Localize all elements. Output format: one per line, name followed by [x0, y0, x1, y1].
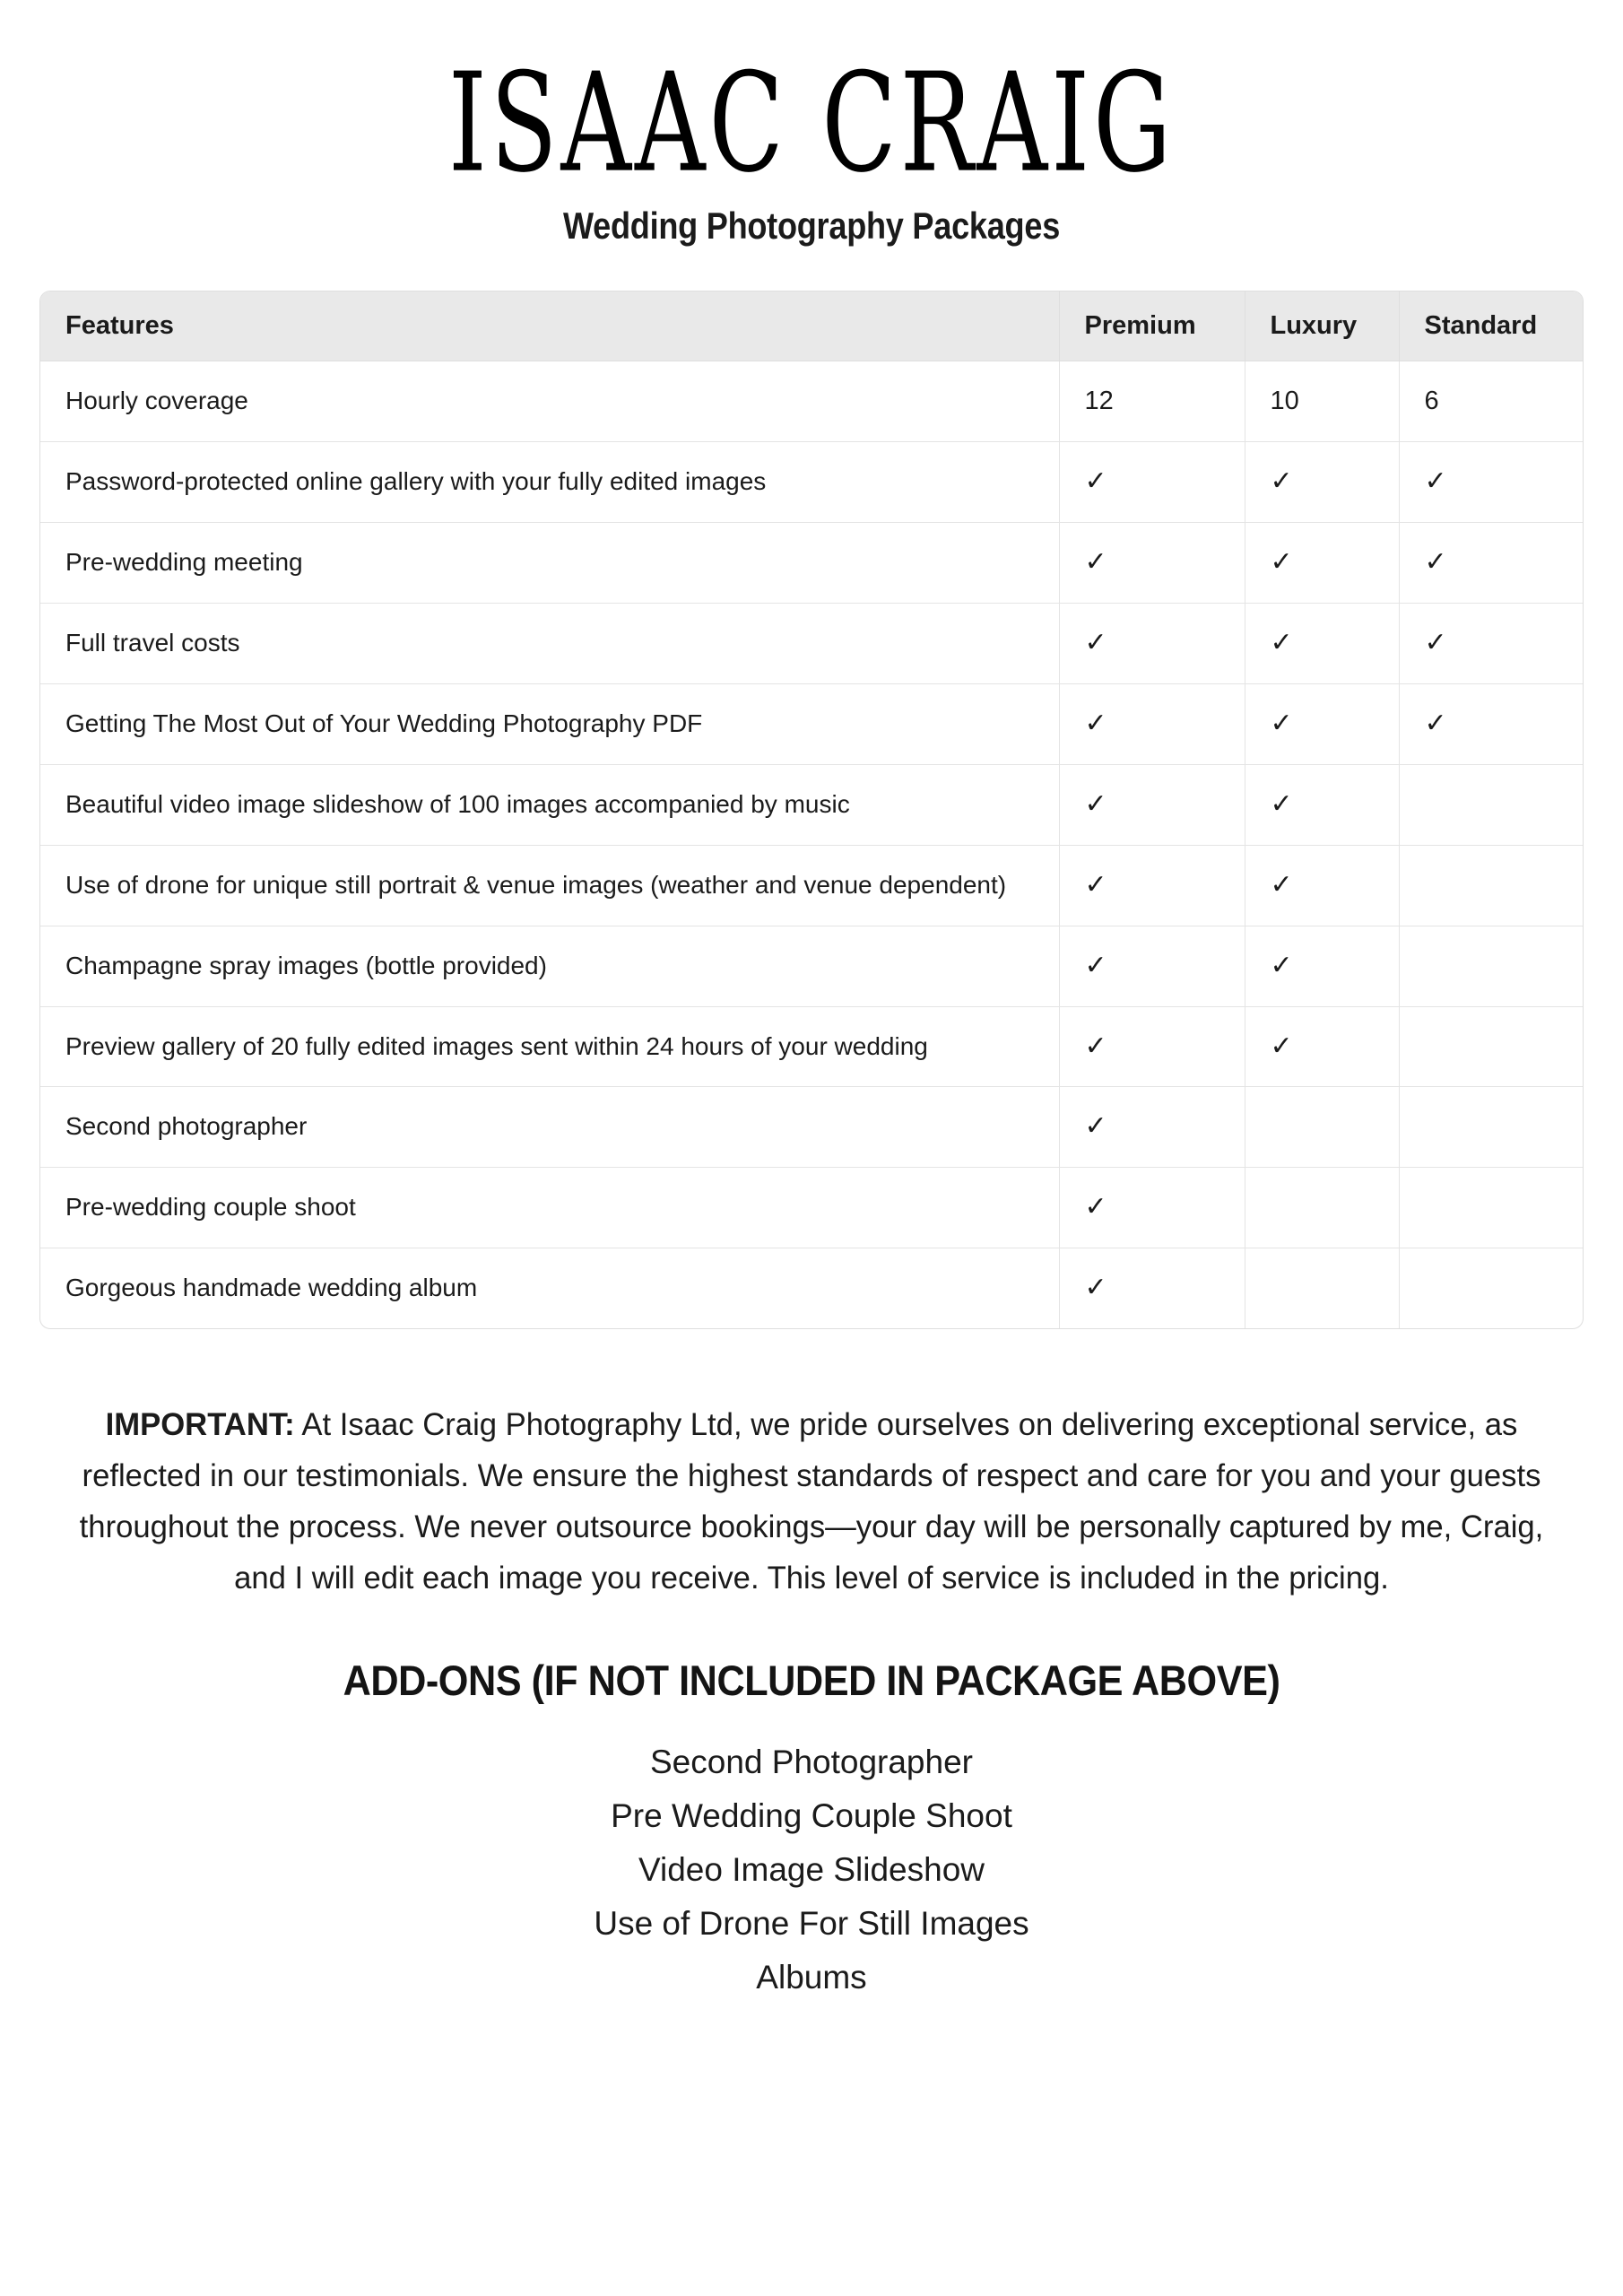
packages-table-container: [39, 291, 1584, 1329]
packages-comparison-table: [40, 291, 1584, 1328]
feature-cell: Use of drone for unique still portrait & venue images (weather and venue dependent): [40, 845, 1059, 926]
table-row: [40, 1168, 1584, 1248]
luxury-cell: [1245, 522, 1399, 603]
luxury-cell: [1245, 441, 1399, 522]
check-icon: ✓: [1084, 546, 1107, 577]
premium-cell: [1059, 1006, 1245, 1087]
table-row: [40, 1248, 1584, 1328]
feature-cell: Full travel costs: [40, 603, 1059, 683]
luxury-cell: [1245, 1006, 1399, 1087]
check-icon: ✓: [1270, 546, 1293, 577]
table-row: [40, 522, 1584, 603]
standard-cell: [1399, 683, 1584, 764]
addons-list: [0, 1735, 1623, 2005]
important-body: At Isaac Craig Photography Ltd, we pride ourselves on delivering exceptional service, as reflected in our testimonials. We ensure the highest standards of respect and care for you and your guests throughout the process. We never outsource bookings—your day will be personally captured by me, Craig, and I will edit each image you receive. This level of service is included in the pricing.: [79, 1407, 1544, 1596]
standard-cell: [1399, 603, 1584, 683]
table-body: [40, 361, 1584, 1329]
premium-cell: [1059, 764, 1245, 845]
premium-cell: [1059, 1168, 1245, 1248]
premium-cell: [1059, 1248, 1245, 1328]
column-header-premium: Premium: [1059, 291, 1245, 361]
check-icon: ✓: [1084, 708, 1107, 738]
premium-cell: [1059, 441, 1245, 522]
important-notice: [55, 1399, 1569, 1604]
table-head: [40, 291, 1584, 361]
luxury-cell: 10: [1245, 361, 1399, 442]
premium-cell: [1059, 603, 1245, 683]
standard-cell: [1399, 1087, 1584, 1168]
check-icon: ✓: [1084, 1111, 1107, 1142]
premium-cell: [1059, 1087, 1245, 1168]
premium-cell: [1059, 522, 1245, 603]
check-icon: ✓: [1270, 788, 1293, 819]
premium-cell: [1059, 683, 1245, 764]
table-header-row: [40, 291, 1584, 361]
addon-item: Second Photographer: [650, 1744, 973, 1781]
addon-item: Video Image Slideshow: [638, 1851, 985, 1889]
check-icon: ✓: [1270, 950, 1293, 980]
column-header-standard: Standard: [1399, 291, 1584, 361]
premium-cell: [1059, 845, 1245, 926]
feature-cell: Password-protected online gallery with your fully edited images: [40, 441, 1059, 522]
feature-cell: Champagne spray images (bottle provided): [40, 926, 1059, 1006]
check-icon: ✓: [1270, 708, 1293, 738]
luxury-cell: [1245, 926, 1399, 1006]
column-header-features: Features: [40, 291, 1059, 361]
standard-cell: [1399, 1248, 1584, 1328]
table-row: [40, 926, 1584, 1006]
feature-cell: Beautiful video image slideshow of 100 images accompanied by music: [40, 764, 1059, 845]
table-row: [40, 845, 1584, 926]
check-icon: ✓: [1084, 1273, 1107, 1303]
check-icon: ✓: [1084, 1192, 1107, 1222]
addon-item: Albums: [756, 1959, 867, 1996]
check-icon: ✓: [1084, 627, 1107, 657]
brand-logo-text: ISAAC CRAIG: [447, 44, 1176, 204]
premium-cell: [1059, 926, 1245, 1006]
check-icon: ✓: [1270, 869, 1293, 900]
standard-cell: [1399, 441, 1584, 522]
standard-cell: 6: [1399, 361, 1584, 442]
luxury-cell: [1245, 603, 1399, 683]
feature-cell: Getting The Most Out of Your Wedding Photography PDF: [40, 683, 1059, 764]
standard-cell: [1399, 1168, 1584, 1248]
page-subtitle: Wedding Photography Packages: [562, 204, 1061, 247]
luxury-cell: [1245, 683, 1399, 764]
feature-cell: Pre-wedding meeting: [40, 522, 1059, 603]
feature-cell: Gorgeous handmade wedding album: [40, 1248, 1059, 1328]
addons-heading: ADD-ONS (IF NOT INCLUDED IN PACKAGE ABOVE): [343, 1657, 1280, 1705]
document-header: [0, 0, 1623, 248]
table-row: [40, 683, 1584, 764]
feature-cell: Pre-wedding couple shoot: [40, 1168, 1059, 1248]
premium-cell: 12: [1059, 361, 1245, 442]
standard-cell: [1399, 845, 1584, 926]
check-icon: ✓: [1424, 546, 1447, 577]
standard-cell: [1399, 926, 1584, 1006]
check-icon: ✓: [1424, 627, 1447, 657]
luxury-cell: [1245, 1248, 1399, 1328]
standard-cell: [1399, 764, 1584, 845]
luxury-cell: [1245, 764, 1399, 845]
check-icon: ✓: [1424, 708, 1447, 738]
check-icon: ✓: [1270, 627, 1293, 657]
important-label: IMPORTANT:: [105, 1407, 295, 1443]
feature-cell: Preview gallery of 20 fully edited images sent within 24 hours of your wedding: [40, 1006, 1059, 1087]
addon-item: Use of Drone For Still Images: [594, 1905, 1029, 1943]
standard-cell: [1399, 1006, 1584, 1087]
check-icon: ✓: [1084, 950, 1107, 980]
table-row: [40, 764, 1584, 845]
table-row: [40, 1006, 1584, 1087]
check-icon: ✓: [1084, 1031, 1107, 1061]
feature-cell: Hourly coverage: [40, 361, 1059, 442]
luxury-cell: [1245, 1168, 1399, 1248]
check-icon: ✓: [1084, 465, 1107, 496]
check-icon: ✓: [1424, 465, 1447, 496]
check-icon: ✓: [1270, 465, 1293, 496]
table-row: [40, 361, 1584, 442]
addon-item: Pre Wedding Couple Shoot: [611, 1797, 1012, 1835]
table-row: [40, 603, 1584, 683]
feature-cell: Second photographer: [40, 1087, 1059, 1168]
check-icon: ✓: [1270, 1031, 1293, 1061]
column-header-luxury: Luxury: [1245, 291, 1399, 361]
check-icon: ✓: [1084, 869, 1107, 900]
table-row: [40, 1087, 1584, 1168]
luxury-cell: [1245, 1087, 1399, 1168]
luxury-cell: [1245, 845, 1399, 926]
standard-cell: [1399, 522, 1584, 603]
table-row: [40, 441, 1584, 522]
check-icon: ✓: [1084, 788, 1107, 819]
